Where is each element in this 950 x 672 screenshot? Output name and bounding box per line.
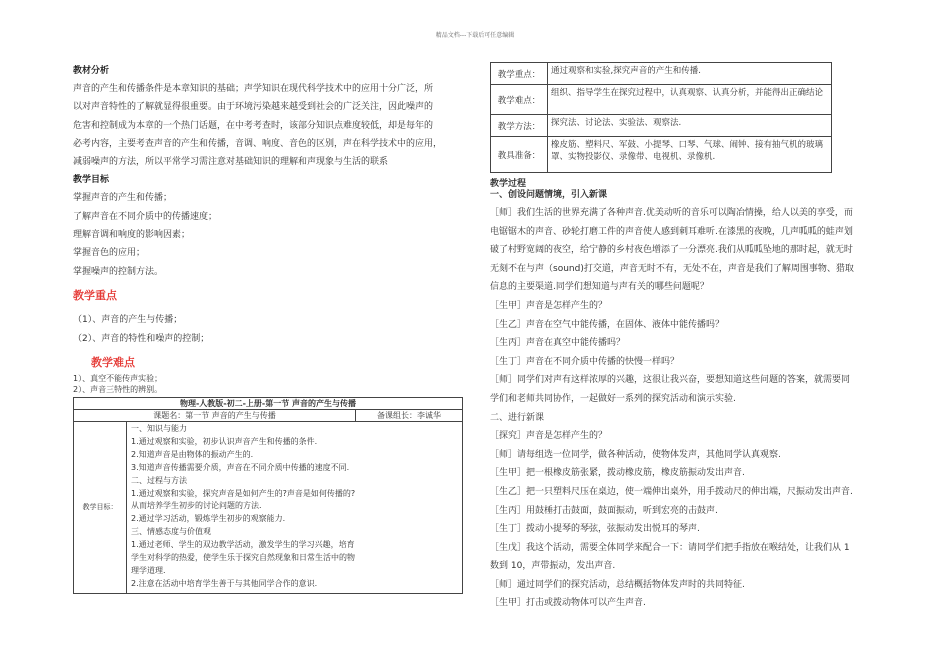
- process-line: ［探究］声音是怎样产生的？: [490, 431, 608, 442]
- process-line: 学们和老师共同协作，一起做好一系列的探究活动和演示实验.: [490, 393, 736, 404]
- process-line: 破了村野宽阔的夜空，给宁静的乡村夜色增添了一分漂亮.我们从呱呱坠地的那时起，就无时: [490, 245, 853, 256]
- process-line: 电锯锯木的声音、砂轮打磨工件的声音使人感到刺耳难听.在漆黑的夜晚，几声呱呱的蛙声划: [490, 226, 853, 237]
- process-line: ［生乙］声音在空气中能传播，在固体、液体中能传播吗？: [490, 319, 725, 330]
- goal-content-cell: [127, 422, 463, 594]
- goal-line: 理解音调和响度的影响因素；: [73, 230, 191, 241]
- right-column: [490, 62, 875, 613]
- lesson-info-table: [73, 397, 463, 594]
- teaching-aids-label: 教具准备：: [491, 137, 548, 173]
- process-line: ［生丙］用鼓棰打击鼓面，鼓面振动，听到宏亮的击鼓声.: [490, 505, 718, 516]
- difficult-point-item: 1）、真空不能传声实验；: [73, 374, 163, 383]
- teaching-difficulty-label: 教学难点：: [491, 85, 548, 115]
- teaching-aids-text: 橡皮筋、塑料尺、军鼓、小提琴、口琴、气球、闹钟、接有抽气机的玻璃罩、实物投影仪、录像带、电视机、录像机.: [548, 137, 832, 173]
- key-points-list: [73, 311, 209, 349]
- goal-content-line: 一、知识与能力: [131, 424, 187, 433]
- goal-line: 掌握噪声的控制方法。: [73, 266, 164, 277]
- process-line: ［师］同学们对声有这样浓厚的兴趣，这很让我兴奋，要想知道这些问题的答案，就需要同: [490, 375, 851, 386]
- teaching-focus-text: 通过观察和实验,探究声音的产生和传播.: [548, 63, 832, 85]
- process-line: ［生戊］我这个活动，需要全体同学来配合一下：请同学们把手指放在喉结处，让我们从 1: [490, 542, 850, 553]
- process-line: ［生甲］把一根橡皮筋张紧，拨动橡皮筋，橡皮筋振动发出声音.: [490, 468, 745, 479]
- goal-line: 掌握声音的产生和传播；: [73, 193, 173, 204]
- left-column: [73, 62, 463, 588]
- process-line: ［生丙］声音在真空中能传播吗？: [490, 338, 626, 349]
- analysis-line: 声音的产生和传播条件是本章知识的基础；声学知识在现代科学技术中的应用十分广泛，所: [73, 84, 434, 94]
- process-line: ［生甲］打击或拨动物体可以产生声音.: [490, 598, 646, 609]
- process-line: ［生乙］把一只塑料尺压在桌边，使一端伸出桌外，用手拨动尺的伸出端，尺振动发出声音.: [490, 486, 853, 497]
- goal-label-cell: 教学目标：: [74, 422, 127, 594]
- key-point-item: （1）、声音的产生与传播；: [73, 315, 183, 325]
- key-points-title: 教学重点: [73, 289, 117, 302]
- teaching-focus-label: 教学重点：: [491, 63, 548, 85]
- lesson-leader-cell: 备课组长：李诚华: [356, 410, 463, 422]
- process-line: ［师］我们生活的世界充满了各种声音.优美动听的音乐可以陶冶情操，给人以美的享受，而: [490, 208, 853, 218]
- header-note: 精品文档---下载后可任意编辑: [435, 32, 515, 39]
- goal-content-line: 三、情感态度与价值观: [131, 527, 211, 537]
- process-line: ［生丁］声音在不同介质中传播的快慢一样吗？: [490, 356, 680, 367]
- key-point-item: （2）、声音的特性和噪声的控制；: [73, 334, 210, 344]
- goal-content-line: 3.知道声音传播需要介质，声音在不同介质中传播的速度不同.: [131, 462, 350, 472]
- goal-content-line: 2.注意在活动中培育学生善于与其他同学合作的意识.: [131, 578, 318, 588]
- goal-content-line: 理学道理.: [131, 565, 166, 575]
- process-section: [490, 179, 875, 613]
- lesson-topic-cell: 课题名：第一节 声音的产生与传播: [74, 410, 356, 422]
- section-one-title: 一、创设问题情境，引入新课: [490, 190, 608, 200]
- analysis-line: 必考内容，主要考查声音的产生和传播，音调、响度、音色的区别，声在科学技术中的应用，: [73, 138, 443, 149]
- difficult-points-list: [73, 373, 162, 395]
- goal-line: 了解声音在不同介质中的传播速度；: [73, 211, 218, 222]
- goal-content-line: 学生对科学的热爱，使学生乐于探究自然现象和日常生活中的物: [131, 553, 355, 563]
- teaching-method-label: 教学方法：: [491, 115, 548, 137]
- process-line: ［生丁］拨动小提琴的琴弦，弦振动发出悦耳的琴声.: [490, 524, 700, 535]
- goal-content-line: 1.通过观察和实验，探究声音是如何产生的?声音是如何传播的?: [131, 488, 356, 498]
- teaching-method-text: 探究法、讨论法、实验法、观察法.: [548, 115, 832, 137]
- section-two-title: 二、进行新课: [490, 412, 545, 423]
- analysis-title: 教材分析: [73, 66, 110, 76]
- process-line: ［师］请每组选一位同学，做各种活动，使物体发声，其他同学认真观察.: [490, 449, 781, 460]
- process-line: 无刻不在与声（sound)打交道，声音无时不有，无处不在，声音是我们了解周围事物、猎取: [490, 263, 854, 274]
- goals-title: 教学目标: [73, 175, 110, 186]
- teaching-difficulty-text: 组织、指导学生在探究过程中，认真观察、认真分析，并能得出正确结论: [548, 85, 832, 115]
- process-line: 信息的主要渠道.同学们想知道与声有关的哪些问题呢？: [490, 282, 709, 293]
- process-title: 教学过程: [490, 179, 527, 189]
- goal-content-line: 二、过程与方法: [131, 475, 187, 485]
- difficult-point-item: 2）、声音三特性的辨别。: [73, 385, 163, 394]
- goal-content-line: 2.知道声音是由物体的振动产生的.: [131, 449, 254, 459]
- goal-line: 掌握音色的应用；: [73, 248, 146, 259]
- difficult-points-title: 教学难点: [91, 356, 135, 369]
- teaching-info-table: [490, 62, 832, 173]
- process-line: 数到 10，声带振动，发出声音.: [490, 561, 616, 572]
- goal-content-line: 1.通过老师、学生的双边教学活动，激发学生的学习兴趣，培育: [131, 540, 355, 550]
- goal-content-line: 2.通过学习活动，锻炼学生初步的观察能力.: [131, 514, 286, 524]
- process-line: ［师］通过同学们的探究活动，总结概括物体发声时的共同特征.: [490, 579, 745, 590]
- lesson-table-title: 物理-人教版-初二-上册-第一节 声音的产生与传播: [74, 398, 463, 410]
- analysis-line: 减弱噪声的方法，所以平常学习需注意对基础知识的理解和声现象与生活的联系: [73, 157, 389, 168]
- goal-content-line: 从而培养学生初步的讨论问题的方法.: [131, 501, 262, 511]
- process-line: ［生甲］声音是怎样产生的？: [490, 300, 608, 311]
- goal-content-line: 1.通过观察和实验，初步认识声音产生和传播的条件.: [131, 436, 318, 446]
- analysis-line: 以对声音特性的了解就显得很重要。由于环境污染越来越受到社会的广泛关注，因此噪声的: [73, 102, 434, 113]
- analysis-line: 危害和控制成为本章的一个热门话题，在中考考查时，该部分知识点难度较低，却是每年的: [73, 120, 434, 131]
